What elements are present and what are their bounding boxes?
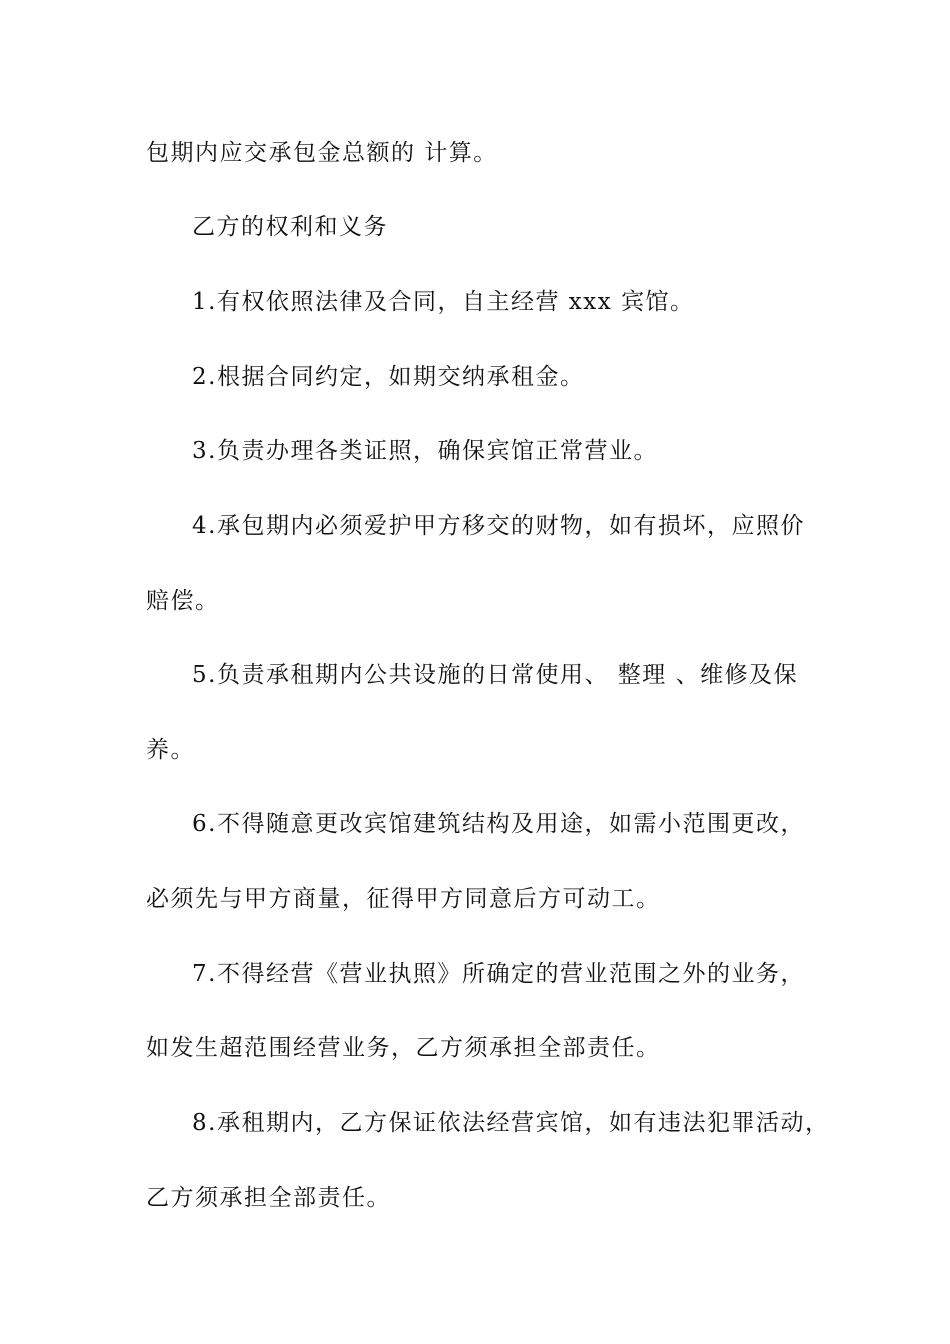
item-6-continuation: 必须先与甲方商量，征得甲方同意后方可动工。 [146,886,661,912]
text-line-continuation: 包期内应交承包金总额的 计算。 [146,140,498,166]
section-heading: 乙方的权利和义务 [192,214,388,240]
item-5: 5.负责承租期内公共设施的日常使用、 整理 、维修及保 [192,662,799,688]
item-3: 3.负责办理各类证照，确保宾馆正常营业。 [192,438,658,464]
item-7: 7.不得经营《营业执照》所确定的营业范围之外的业务， [192,961,805,987]
item-7-continuation: 如发生超范围经营业务，乙方须承担全部责任。 [146,1035,661,1061]
item-2: 2.根据合同约定，如期交纳承租金。 [192,364,585,390]
item-5-continuation: 养。 [146,737,195,763]
item-4: 4.承包期内必须爱护甲方移交的财物，如有损坏，应照价 [192,513,805,539]
item-4-continuation: 赔偿。 [146,588,220,614]
item-8: 8.承租期内，乙方保证依法经营宾馆，如有违法犯罪活动， [192,1110,830,1136]
item-1: 1.有权依照法律及合同，自主经营 xxx 宾馆。 [192,289,695,315]
item-8-continuation: 乙方须承担全部责任。 [146,1185,391,1211]
item-6: 6.不得随意更改宾馆建筑结构及用途，如需小范围更改， [192,811,805,837]
